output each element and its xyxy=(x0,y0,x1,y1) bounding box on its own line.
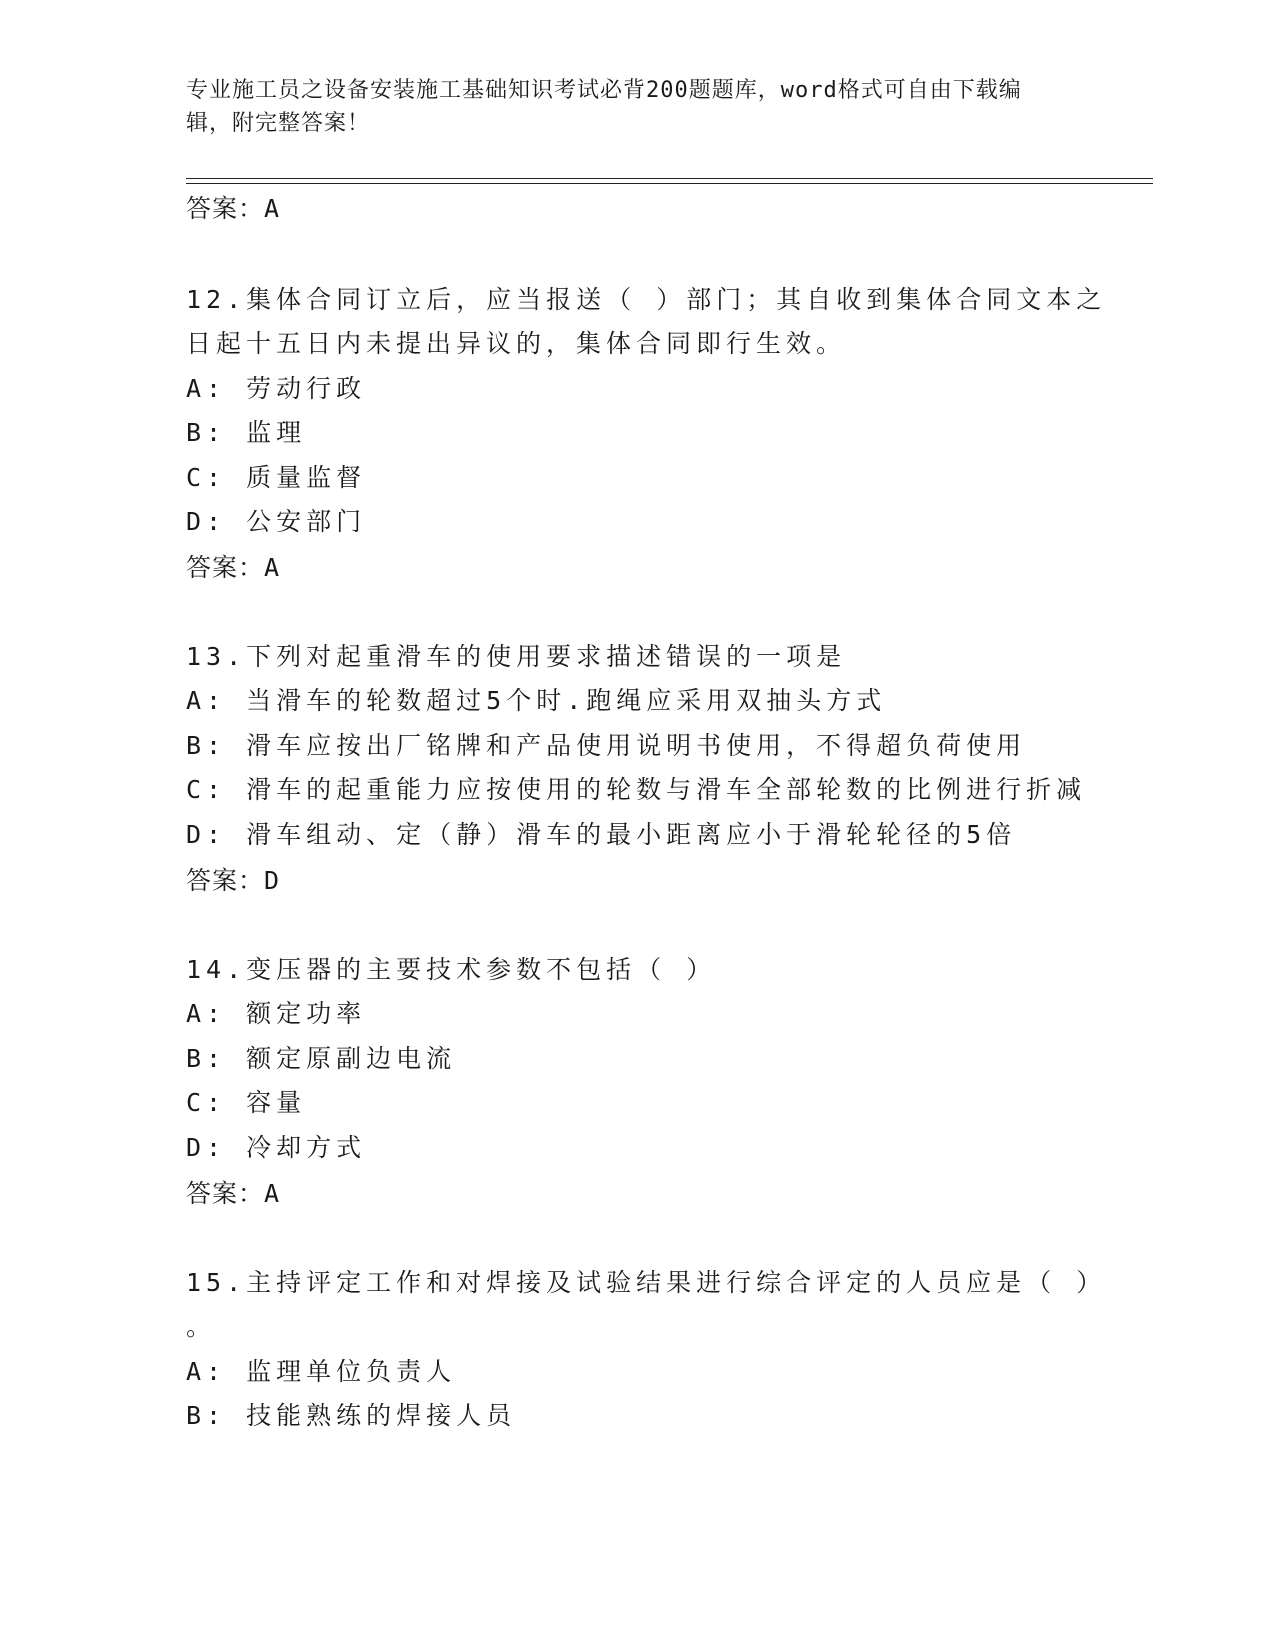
question-13-stem-line-1: 13.下列对起重滑车的使用要求描述错误的一项是 xyxy=(186,642,847,671)
question-15-stem-line-1: 15.主持评定工作和对焊接及试验结果进行综合评定的人员应是（ ） xyxy=(186,1268,1107,1297)
question-12-option-d: D: 公安部门 xyxy=(186,507,367,536)
question-12-stem-line-2: 日起十五日内未提出异议的，集体合同即行生效。 xyxy=(186,329,847,358)
question-14-option-a: A: 额定功率 xyxy=(186,999,367,1028)
question-13-option-b: B: 滑车应按出厂铭牌和产品使用说明书使用，不得超负荷使用 xyxy=(186,731,1027,760)
question-13-option-a: A: 当滑车的轮数超过5个时.跑绳应采用双抽头方式 xyxy=(186,686,887,715)
question-13-option-d: D: 滑车组动、定（静）滑车的最小距离应小于滑轮轮径的5倍 xyxy=(186,820,1017,849)
header-divider xyxy=(186,178,1153,179)
document-header: 专业施工员之设备安装施工基础知识考试必背200题题库，word格式可自由下载编辑，附完整答案！ xyxy=(186,78,1022,136)
question-15-option-b: B: 技能熟练的焊接人员 xyxy=(186,1401,517,1430)
question-15-stem-line-2: 。 xyxy=(186,1312,217,1341)
header-divider-double xyxy=(186,183,1153,184)
question-13-answer: 答案：D xyxy=(186,866,281,895)
answer-line: 答案：A xyxy=(186,194,281,223)
question-14-option-c: C: 容量 xyxy=(186,1088,307,1117)
question-12-option-a: A: 劳动行政 xyxy=(186,374,367,403)
question-14-stem-line-1: 14.变压器的主要技术参数不包括（ ） xyxy=(186,955,717,984)
question-12-option-c: C: 质量监督 xyxy=(186,463,367,492)
question-14-option-b: B: 额定原副边电流 xyxy=(186,1044,457,1073)
question-13-option-c: C: 滑车的起重能力应按使用的轮数与滑车全部轮数的比例进行折减 xyxy=(186,775,1087,804)
question-15-option-a: A: 监理单位负责人 xyxy=(186,1357,457,1386)
question-12-option-b: B: 监理 xyxy=(186,418,307,447)
question-14-option-d: D: 冷却方式 xyxy=(186,1133,367,1162)
question-12-answer: 答案：A xyxy=(186,553,281,582)
question-14-answer: 答案：A xyxy=(186,1179,281,1208)
question-12-stem-line-1: 12.集体合同订立后，应当报送（ ）部门；其自收到集体合同文本之 xyxy=(186,285,1107,314)
